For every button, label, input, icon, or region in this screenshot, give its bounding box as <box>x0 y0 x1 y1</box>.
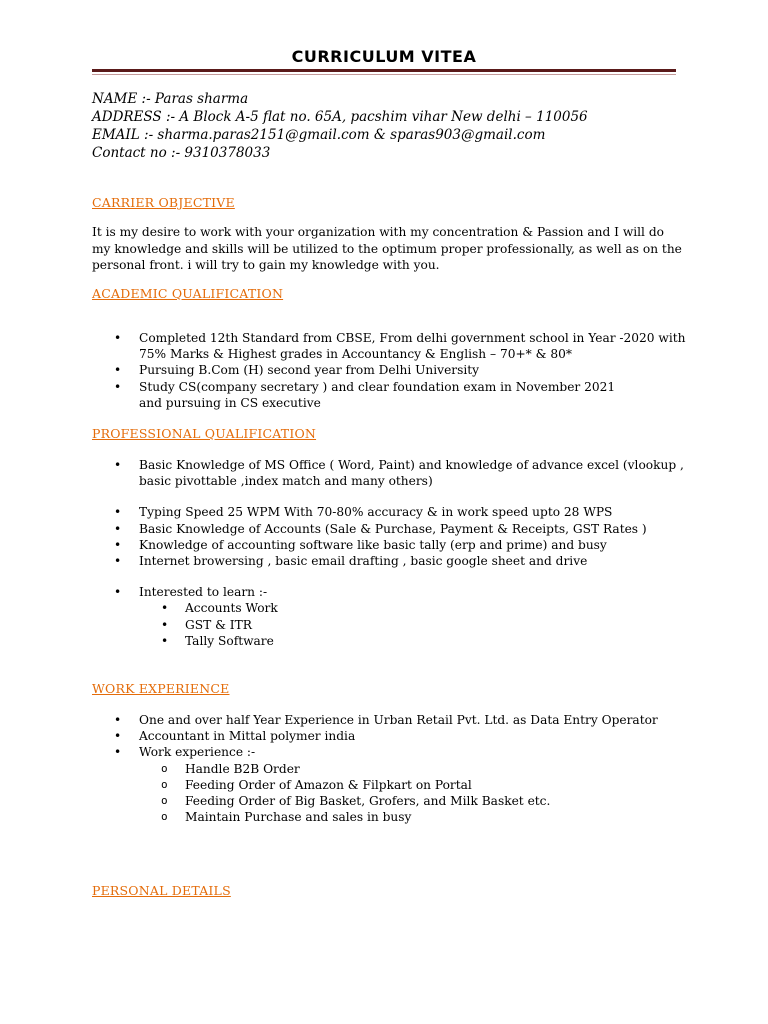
work-experience-label: Work experience :- <box>139 745 256 760</box>
list-item: • Accounts Work <box>139 600 692 616</box>
interested-label: Interested to learn :- <box>139 585 268 600</box>
contact-line: Contact no :- 9310378033 <box>92 145 271 161</box>
list-item: • Internet browersing , basic email drafting , basic google sheet and drive <box>92 553 692 569</box>
title-rule <box>92 69 676 72</box>
list-item: o Feeding Order of Big Basket, Grofers, and Milk Basket etc. <box>139 793 692 809</box>
list-item: • GST & ITR <box>139 617 692 633</box>
list-item: • Knowledge of accounting software like basic tally (erp and prime) and busy <box>92 537 692 553</box>
list-item: • Basic Knowledge of MS Office ( Word, Paint) and knowledge of advance excel (vlookup , basic pivottable ,index match and many others) <box>92 457 684 489</box>
contact-header <box>92 90 692 162</box>
carrier-objective-text: It is my desire to work with your organization with my concentration & Passion and I will do my knowledge and skills will be utilized to the optimum proper professionally, as well as on the personal front. i will try to gain my knowledge with you. <box>92 225 682 272</box>
list-item: o Feeding Order of Amazon & Filpkart on Portal <box>139 777 692 793</box>
list-item: o Handle B2B Order <box>139 761 692 777</box>
list-item: • Tally Software <box>139 633 692 649</box>
list-item <box>92 744 692 825</box>
learn-list <box>139 600 692 649</box>
work-sub-list <box>139 761 692 826</box>
work-experience-heading: WORK EXPERIENCE <box>92 681 230 696</box>
name-line: NAME :- Paras sharma <box>92 91 249 107</box>
academic-heading: ACADEMIC QUALIFICATION <box>92 286 284 301</box>
list-item: • Completed 12th Standard from CBSE, From delhi government school in Year -2020 with 75% Marks & Highest grades in Accountancy & English – 70+* & 80* <box>92 330 692 362</box>
list-item: • Basic Knowledge of Accounts (Sale & Purchase, Payment & Receipts, GST Rates ) <box>92 521 692 537</box>
list-item: • One and over half Year Experience in Urban Retail Pvt. Ltd. as Data Entry Operator <box>92 712 692 728</box>
list-item: • Typing Speed 25 WPM With 70-80% accuracy & in work speed upto 28 WPS <box>92 504 692 520</box>
title-rule-thin <box>92 74 676 75</box>
professional-list <box>92 457 692 649</box>
personal-details-heading: PERSONAL DETAILS <box>92 883 231 898</box>
document-title: CURRICULUM VITEA <box>291 47 477 66</box>
professional-heading: PROFESSIONAL QUALIFICATION <box>92 426 317 441</box>
academic-list <box>92 330 692 411</box>
email-line: EMAIL :- sharma.paras2151@gmail.com & sparas903@gmail.com <box>92 127 546 143</box>
list-item: • Accountant in Mittal polymer india <box>92 728 692 744</box>
list-item: • Pursuing B.Com (H) second year from Delhi University <box>92 362 692 378</box>
list-item <box>92 584 692 649</box>
list-item: • Study CS(company secretary ) and clear foundation exam in November 2021 and pursuing in CS executive <box>92 379 639 411</box>
carrier-objective-heading: CARRIER OBJECTIVE <box>92 195 235 210</box>
work-list <box>92 712 692 825</box>
address-line: ADDRESS :- A Block A-5 flat no. 65A, pacshim vihar New delhi – 110056 <box>92 109 588 125</box>
list-item: o Maintain Purchase and sales in busy <box>139 809 692 825</box>
